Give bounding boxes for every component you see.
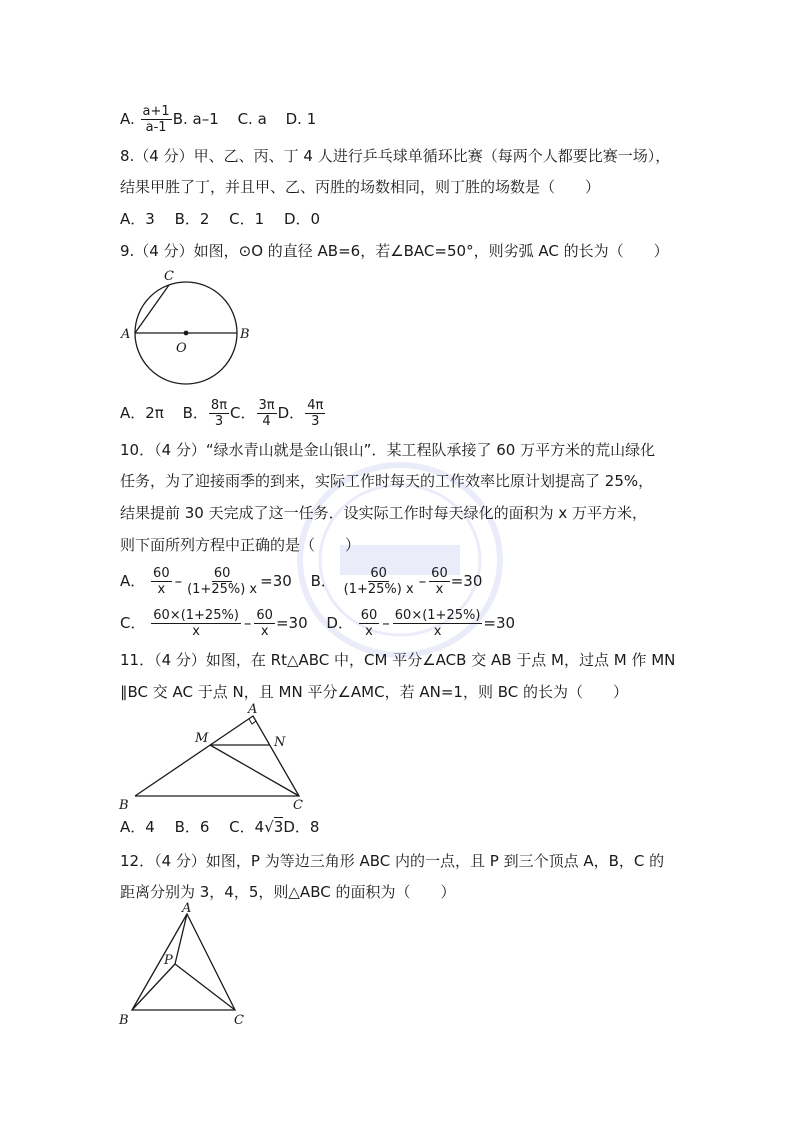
- q11-text-line-2: ∥BC 交 AC 于点 N，且 MN 平分∠AMC，若 AN=1，则 BC 的长为（ ）: [120, 683, 628, 701]
- q11-options: [120, 817, 319, 837]
- label-n: N: [274, 735, 286, 750]
- fraction-numerator: 4π: [307, 398, 324, 413]
- q11-option-c-coefficient: 4: [254, 818, 265, 836]
- fraction: [342, 566, 416, 597]
- label-a: A: [182, 901, 192, 916]
- q7-option-a-fraction: [141, 104, 172, 135]
- q9-option-b-label: B．: [182, 404, 208, 422]
- fraction-denominator: x: [435, 582, 444, 597]
- triangle-abc: [135, 716, 299, 796]
- label-c: C: [293, 798, 303, 812]
- q7-option-b: a–1: [192, 110, 219, 128]
- fraction-denominator: x: [260, 624, 269, 639]
- fraction: [393, 608, 483, 639]
- q9-text-line-1: 9.（4 分）如图，⊙O 的直径 AB=6，若∠BAC=50°，则劣弧 AC 的长为（ ）: [120, 242, 669, 260]
- label-b: B: [119, 798, 129, 812]
- q7-option-d: 1: [306, 110, 317, 128]
- label-a: A: [121, 327, 131, 342]
- fraction-numerator: 60: [370, 566, 387, 581]
- fraction: [151, 608, 241, 639]
- label-c: C: [164, 269, 174, 284]
- minus-sign: –: [418, 572, 427, 590]
- q11-option-c-radicand: 3: [273, 818, 284, 836]
- minus-sign: –: [243, 614, 252, 632]
- q12-text-line-2: 距离分别为 3，4，5，则△ABC 的面积为（ ）: [120, 883, 456, 901]
- segment-pb: [132, 964, 175, 1010]
- q9-option-a: A．2π: [120, 404, 164, 422]
- segment-pc: [175, 964, 235, 1010]
- q7-option-b-label: B.: [172, 110, 188, 128]
- equals-thirty: =30: [260, 572, 292, 590]
- fraction-numerator: 60: [213, 566, 231, 581]
- sqrt-icon: √: [264, 818, 274, 836]
- fraction-numerator: 60×(1+25%): [153, 608, 239, 623]
- q8-options: A．3 B．2 C．1 D．0: [120, 210, 321, 228]
- q10-option-a-label: A．: [120, 572, 146, 590]
- q8-text-line-2: 结果甲胜了丁，并且甲、乙、丙胜的场数相同，则丁胜的场数是（ ）: [120, 178, 601, 196]
- fraction-denominator: 3: [214, 414, 224, 429]
- equals-thirty: =30: [450, 572, 483, 590]
- q9-option-c-fraction: [257, 398, 277, 429]
- fraction-numerator: 60: [360, 608, 378, 623]
- fraction-denominator: x: [157, 582, 166, 597]
- label-a: A: [248, 702, 258, 717]
- q7-option-a-label: A.: [120, 110, 135, 128]
- q11-option-d: D．8: [283, 818, 320, 836]
- center-point: [184, 331, 189, 336]
- q8-text-line-1: 8.（4 分）甲、乙、丙、丁 4 人进行乒乓球单循环比赛（每两个人都要比赛一场），: [120, 147, 671, 165]
- label-p: P: [164, 953, 173, 968]
- segment-pa: [175, 914, 187, 964]
- fraction-numerator: 60: [256, 608, 273, 623]
- q9-circle-figure: [118, 266, 258, 398]
- fraction-numerator: a+1: [142, 104, 170, 119]
- fraction: [254, 608, 275, 639]
- q11-options-abc: A．4 B．6 C．: [120, 818, 255, 836]
- q7-option-c: a: [257, 110, 267, 128]
- q7-options: [120, 104, 316, 135]
- fraction-denominator: (1+25%) x: [187, 582, 258, 597]
- chord-ac: [135, 285, 169, 333]
- q10-option-b-label: B．: [310, 572, 336, 590]
- q10-text-line-3: 结果提前 30 天完成了这一任务．设实际工作时每天绿化的面积为 x 万平方米，: [120, 504, 648, 522]
- segment-cm: [210, 745, 299, 796]
- q9-option-d-label: D．: [277, 404, 305, 422]
- minus-sign: –: [174, 572, 183, 590]
- q9-option-c-label: C．: [230, 404, 256, 422]
- fraction: [429, 566, 450, 597]
- q11-text-line-1: 11．（4 分）如图，在 Rt△ABC 中，CM 平分∠ACB 交 AB 于点 M，过点 M 作 MN: [120, 651, 676, 669]
- label-b: B: [240, 327, 250, 342]
- label-m: M: [195, 731, 209, 746]
- fraction-numerator: 60: [153, 566, 170, 581]
- fraction: [359, 608, 380, 639]
- q7-option-d-label: D.: [285, 110, 302, 128]
- fraction-denominator: (1+25%) x: [343, 582, 414, 597]
- q9-option-d-fraction: [305, 398, 325, 429]
- fraction-numerator: 60: [431, 566, 448, 581]
- fraction-numerator: 8π: [210, 398, 228, 413]
- equals-thirty: =30: [275, 614, 308, 632]
- q10-options-ab: [120, 566, 482, 597]
- q10-text-line-2: 任务，为了迎接雨季的到来，实际工作时每天的工作效率比原计划提高了 25%，: [120, 472, 654, 490]
- fraction-numerator: 60×(1+25%): [394, 608, 481, 623]
- fraction-denominator: x: [365, 624, 373, 639]
- fraction-denominator: a-1: [145, 120, 167, 135]
- fraction-numerator: 3π: [258, 398, 275, 413]
- fraction-denominator: x: [433, 624, 442, 639]
- q11-triangle-figure: [115, 700, 315, 812]
- fraction-denominator: 3: [311, 414, 320, 429]
- fraction: [151, 566, 172, 597]
- q12-triangle-figure: [115, 900, 255, 1028]
- q9-option-b-fraction: [209, 398, 229, 429]
- q9-options: [120, 398, 326, 429]
- label-b: B: [119, 1013, 129, 1028]
- fraction: [185, 566, 259, 597]
- q7-option-c-label: C.: [237, 110, 253, 128]
- q10-options-cd: [120, 608, 515, 639]
- label-o: O: [176, 341, 187, 356]
- fraction-denominator: x: [192, 624, 200, 639]
- q10-option-d-label: D．: [326, 614, 353, 632]
- q10-option-c-label: C．: [120, 614, 146, 632]
- equals-thirty: =30: [483, 614, 516, 632]
- q10-text-line-4: 则下面所列方程中正确的是（ ）: [120, 536, 361, 554]
- q10-text-line-1: 10．（4 分）“绿水青山就是金山银山”．某工程队承接了 60 万平方米的荒山绿化: [120, 441, 656, 459]
- q12-text-line-1: 12．（4 分）如图，P 为等边三角形 ABC 内的一点，且 P 到三个顶点 A，B，C 的: [120, 852, 665, 870]
- fraction-denominator: 4: [262, 414, 271, 429]
- minus-sign: –: [382, 614, 390, 632]
- label-c: C: [234, 1013, 244, 1028]
